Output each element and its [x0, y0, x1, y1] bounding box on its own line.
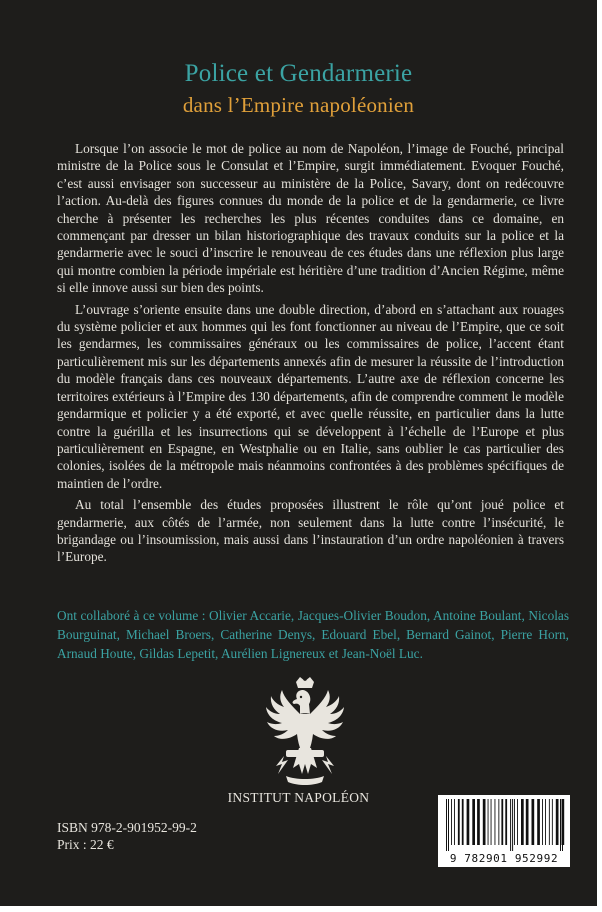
page-edge	[597, 0, 602, 912]
contributors-list: Ont collaboré à ce volume : Olivier Accarie, Jacques-Olivier Boudon, Antoine Boulant, Nicolas Bourguinat, Michael Broers, Catherine Denys, Edouard Ebel, Bernard Gainot, Pierre Horn, Arnaud Houte, Gildas Lepetit, Aurélien Lignereux et Jean-Noël Luc.	[57, 608, 569, 661]
blurb-paragraph: Lorsque l’on associe le mot de police au nom de Napoléon, l’image de Fouché, principal ministre de la Police sous le Consulat et l’Empire, surgit immédiatement. Evoquer Fouché, c’est aussi envisager son successeur au ministère de la Police, Savary, dont on redécouvre l’action. Au-delà des figures connues du monde de la police et de la gendarmerie, ce livre cherche à présenter les recherches les plus récentes conduites dans ce domaine, en commençant par dresser un bilan historiographique des travaux conduits sur la police et la gendarmerie avec le souci d’inscrire le renouveau de ces études dans une réflexion plus large qui montre combien la période impériale est héritière d’une tradition d’Ancien Régime, même si elle innove aussi sur bien des points.	[57, 141, 564, 296]
publisher-name: INSTITUT NAPOLÉON	[227, 790, 370, 805]
isbn-number: ISBN 978-2-901952-99-2	[57, 820, 197, 835]
book-subtitle: dans l’Empire napoléonien	[182, 93, 415, 117]
imperial-eagle-icon	[262, 676, 348, 788]
barcode-bars	[438, 795, 570, 853]
book-title: Police et Gendarmerie	[184, 60, 413, 87]
barcode	[438, 795, 570, 867]
blurb-paragraph: Au total l’ensemble des études proposées illustrent le rôle qu’ont joué police et gendarmerie, aux côtés de l’armée, non seulement dans la lutte contre l’insécurité, le brigandage ou l’insoumission, mais aussi dans l’instauration d’un ordre napoléonien à travers l’Europe.	[57, 497, 564, 565]
barcode-digits: 9 782901 952992	[449, 852, 559, 865]
book-info	[57, 819, 197, 853]
blurb	[57, 140, 564, 570]
blurb-paragraph: L’ouvrage s’oriente ensuite dans une double direction, d’abord en s’attachant aux rouages du système policier et aux hommes qui les font fonctionner au niveau de l’Empire, que ce soit les gendarmes, les commissaires généraux ou les commissaires de police, l’accent étant particulièrement mis sur les départements annexés afin de mesurer la réussite de l’introduction du modèle français dans ces nouveaux départements. L’autre axe de réflexion concerne les territoires extérieurs à l’Empire des 130 départements, afin de comprendre comment le modèle gendarmique et policier y a été exporté, et avec quelle réussite, en particulier dans la lutte contre la guérilla et les insurrections qui se développent à l’échelle de l’Europe et plus particulièrement en Espagne, en Westphalie ou en Italie, sans oublier le cas particulier des colonies, isolées de la métropole mais néanmoins confrontées à des problèmes spécifiques de maintien de l’ordre.	[57, 301, 564, 491]
price-label: Prix : 22 €	[57, 837, 114, 852]
